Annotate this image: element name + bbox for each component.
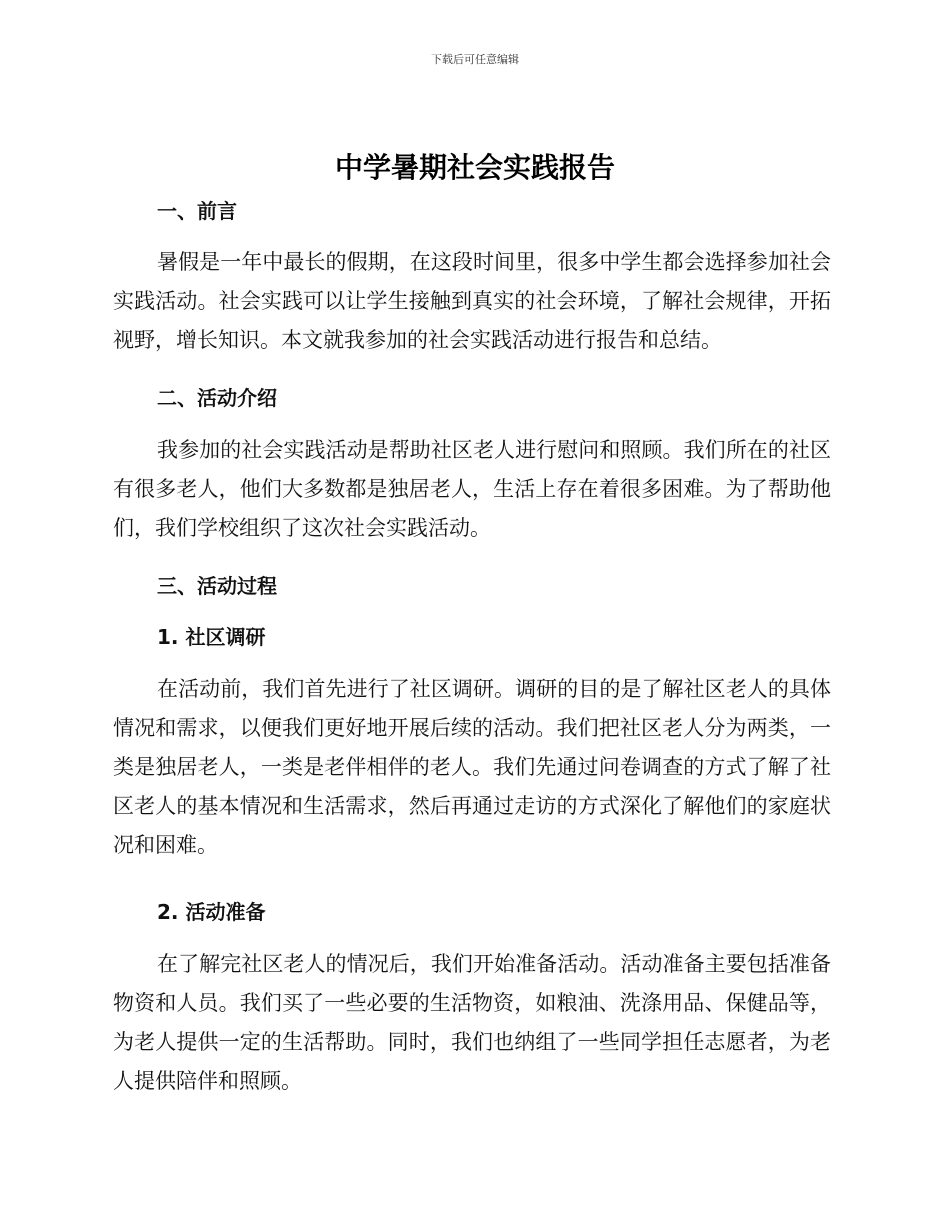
section-heading-activity-intro: 二、活动介绍 xyxy=(157,386,277,410)
subsection-heading-activity-preparation: 2. 活动准备 xyxy=(157,900,266,924)
subsection-paragraph-activity-preparation: 在了解完社区老人的情况后，我们开始准备活动。活动准备主要包括准备物资和人员。我们买了一些必要的生活物资，如粮油、洗涤用品、保健品等，为老人提供一定的生活帮助。同时，我们也纳组了一些同学担任志愿者，为老人提供陪伴和照顾。 xyxy=(113,952,831,1093)
document-title: 中学暑期社会实践报告 xyxy=(334,151,615,184)
section-paragraph-preface: 暑假是一年中最长的假期，在这段时间里，很多中学生都会选择参加社会实践活动。社会实践可以让学生接触到真实的社会环境，了解社会规律，开拓视野，增长知识。本文就我参加的社会实践活动进行报告和总结。 xyxy=(113,250,831,352)
subsection-heading-community-survey: 1. 社区调研 xyxy=(157,625,266,649)
subsection-paragraph-community-survey: 在活动前，我们首先进行了社区调研。调研的目的是了解社区老人的具体情况和需求，以便我们更好地开展后续的活动。我们把社区老人分为两类，一类是独居老人，一类是老伴相伴的老人。我们先通过问卷调查的方式了解了社区老人的基本情况和生活需求，然后再通过走访的方式深化了解他们的家庭状况和困难。 xyxy=(113,677,831,857)
page-header-note: 下载后可任意编辑 xyxy=(431,53,519,66)
section-paragraph-activity-intro: 我参加的社会实践活动是帮助社区老人进行慰问和照顾。我们所在的社区有很多老人，他们大多数都是独居老人，生活上存在着很多困难。为了帮助他们，我们学校组织了这次社会实践活动。 xyxy=(113,438,831,540)
section-heading-preface: 一、前言 xyxy=(157,199,237,223)
section-heading-activity-process: 三、活动过程 xyxy=(157,574,277,598)
